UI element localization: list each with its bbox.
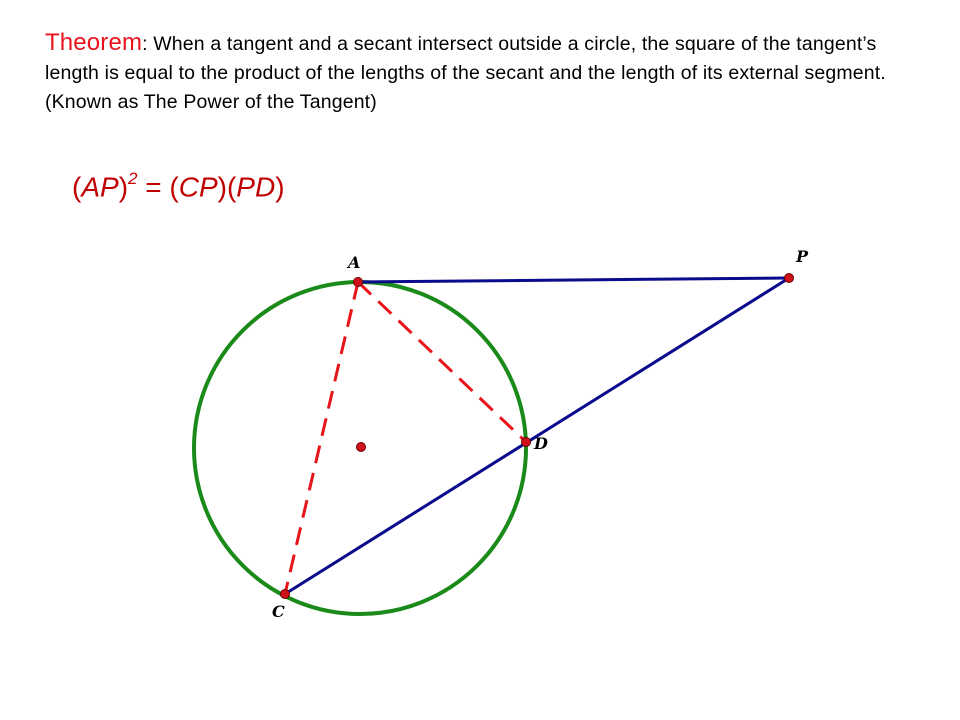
theorem-separator: :	[142, 33, 148, 55]
dashed-line-ac	[285, 282, 358, 594]
formula-close-1: )	[118, 171, 129, 203]
tangent-line-ap	[358, 278, 789, 282]
formula-close-2: )	[275, 171, 285, 203]
formula-equals: = (	[137, 171, 179, 203]
formula-open-1: (	[72, 171, 82, 203]
point-a	[354, 278, 363, 287]
label-d: D	[534, 434, 548, 453]
theorem-label: Theorem	[45, 29, 143, 56]
formula-cp: CP	[178, 171, 218, 203]
label-c: C	[272, 602, 285, 621]
formula-mid: )(	[217, 171, 237, 203]
label-p: P	[796, 247, 809, 266]
point-p	[785, 274, 794, 283]
point-d	[522, 438, 531, 447]
formula-pd: PD	[236, 171, 276, 203]
point-c	[281, 590, 290, 599]
formula-ap: AP	[81, 171, 119, 203]
theorem-body: When a tangent and a secant intersect outside a circle, the square of the tangent’s length is equal to the product of the lengths of the secant and the length of its external segment. (Known as The Power of the Tangent	[45, 33, 886, 113]
formula-exponent: 2	[128, 169, 138, 188]
circle-center	[357, 443, 366, 452]
theorem-closing: )	[370, 91, 377, 113]
label-a: A	[348, 253, 361, 272]
